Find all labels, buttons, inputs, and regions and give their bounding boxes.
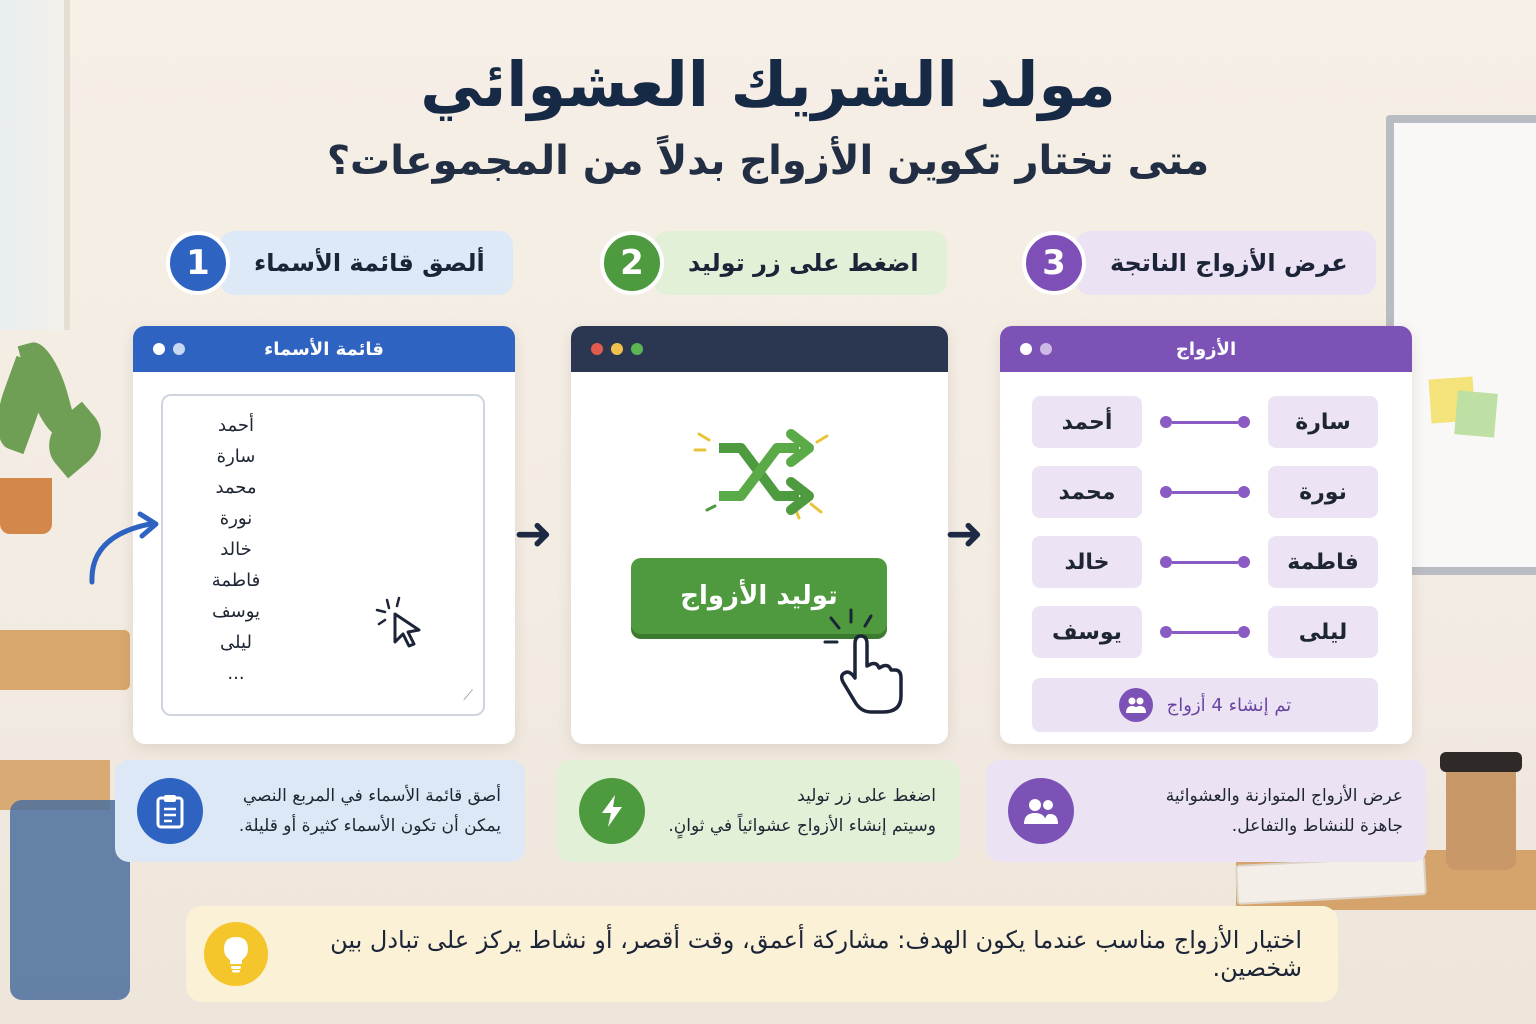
generate-window-titlebar bbox=[571, 326, 948, 372]
generate-window bbox=[571, 326, 948, 744]
names-textarea[interactable] bbox=[161, 394, 485, 716]
background-desk bbox=[0, 630, 130, 690]
users-icon bbox=[1119, 688, 1153, 722]
background-coffee-cup bbox=[1446, 760, 1516, 870]
info-card-line: يمكن أن تكون الأسماء كثيرة أو قليلة. bbox=[238, 816, 501, 836]
step-2 bbox=[600, 230, 947, 296]
info-card-line: اضغط على زر توليد bbox=[797, 786, 936, 806]
step-label: عرض الأزواج الناتجة bbox=[1076, 231, 1376, 295]
names-list bbox=[181, 410, 291, 689]
cursor-arrow-icon bbox=[373, 594, 433, 654]
clipboard-icon bbox=[137, 778, 203, 844]
pair-name-chip: يوسف bbox=[1032, 606, 1142, 658]
step-label: اضغط على زر توليد bbox=[654, 231, 947, 295]
step-number: 2 bbox=[600, 231, 664, 295]
window-close-dot[interactable] bbox=[591, 343, 603, 355]
window-controls bbox=[1020, 343, 1052, 355]
window-dot[interactable] bbox=[173, 343, 185, 355]
window-controls bbox=[591, 343, 643, 355]
info-card-text bbox=[645, 781, 960, 841]
pair-name-chip: ليلى bbox=[1268, 606, 1378, 658]
window-dot[interactable] bbox=[1020, 343, 1032, 355]
window-maximize-dot[interactable] bbox=[631, 343, 643, 355]
pointing-hand-icon bbox=[821, 608, 911, 718]
list-item: سارة bbox=[216, 446, 256, 467]
step-1 bbox=[166, 230, 513, 296]
pair-connector bbox=[1160, 486, 1250, 498]
background-sticky-note bbox=[1454, 390, 1498, 437]
pairs-window-title: الأزواج bbox=[1175, 338, 1237, 360]
pair-connector bbox=[1160, 416, 1250, 428]
info-card-generate bbox=[557, 760, 960, 862]
pairs-window bbox=[1000, 326, 1412, 744]
pairs-window-titlebar bbox=[1000, 326, 1412, 372]
page-title: مولد الشريك العشوائي bbox=[420, 48, 1116, 121]
pair-row bbox=[1032, 606, 1378, 658]
background-plant-pot bbox=[0, 478, 52, 534]
list-item: خالد bbox=[220, 539, 252, 560]
pair-row bbox=[1032, 396, 1378, 448]
users-icon bbox=[1008, 778, 1074, 844]
names-window-title: قائمة الأسماء bbox=[264, 338, 384, 360]
tip-banner bbox=[186, 906, 1338, 1002]
pairs-list bbox=[1032, 396, 1378, 676]
info-card-text bbox=[1074, 781, 1427, 841]
step-number: 3 bbox=[1022, 231, 1086, 295]
info-card-paste bbox=[115, 760, 525, 862]
background-coffee-lid bbox=[1440, 752, 1522, 772]
arrow-right-icon: ➜ bbox=[514, 506, 553, 560]
list-item: فاطمة bbox=[211, 570, 261, 591]
window-controls bbox=[153, 343, 185, 355]
shuffle-icon bbox=[691, 422, 831, 522]
step-label: ألصق قائمة الأسماء bbox=[220, 231, 513, 295]
list-item: أحمد bbox=[218, 415, 254, 436]
pair-name-chip: أحمد bbox=[1032, 396, 1142, 448]
pair-name-chip: سارة bbox=[1268, 396, 1378, 448]
names-window bbox=[133, 326, 515, 744]
pair-connector bbox=[1160, 626, 1250, 638]
info-card-line: أصق قائمة الأسماء في المربع النصي bbox=[242, 786, 501, 806]
pair-connector bbox=[1160, 556, 1250, 568]
pair-row bbox=[1032, 466, 1378, 518]
list-item: نورة bbox=[219, 508, 253, 529]
pair-name-chip: محمد bbox=[1032, 466, 1142, 518]
pair-name-chip: فاطمة bbox=[1268, 536, 1378, 588]
page-subtitle: متى تختار تكوين الأزواج بدلاً من المجموعات؟ bbox=[326, 138, 1210, 184]
arrow-right-icon: ➜ bbox=[945, 506, 984, 560]
resize-handle-icon[interactable]: ⟋ bbox=[463, 688, 473, 704]
generate-pairs-button[interactable]: توليد الأزواج bbox=[631, 558, 887, 634]
list-item: محمد bbox=[215, 477, 257, 498]
info-card-text bbox=[203, 781, 525, 841]
window-dot[interactable] bbox=[1040, 343, 1052, 355]
info-card-line: عرض الأزواج المتوازنة والعشوائية bbox=[1165, 786, 1403, 806]
background-chair bbox=[10, 800, 130, 1000]
window-dot[interactable] bbox=[153, 343, 165, 355]
info-card-line: جاهزة للنشاط والتفاعل. bbox=[1231, 816, 1403, 836]
step-3 bbox=[1022, 230, 1376, 296]
pair-row bbox=[1032, 536, 1378, 588]
tip-text: اختيار الأزواج مناسب عندما يكون الهدف: مشاركة أعمق، وقت أقصر، أو نشاط يركز على تبادل بين شخصين. bbox=[330, 926, 1302, 982]
pairs-summary bbox=[1032, 678, 1378, 732]
lightning-icon bbox=[579, 778, 645, 844]
pair-name-chip: نورة bbox=[1268, 466, 1378, 518]
info-card-results bbox=[986, 760, 1427, 862]
pair-name-chip: خالد bbox=[1032, 536, 1142, 588]
list-item: يوسف bbox=[211, 601, 261, 622]
list-item: ليلى bbox=[220, 632, 252, 653]
step-number: 1 bbox=[166, 231, 230, 295]
window-minimize-dot[interactable] bbox=[611, 343, 623, 355]
curved-arrow-icon bbox=[80, 510, 170, 590]
lightbulb-icon bbox=[204, 922, 268, 986]
list-item: ... bbox=[227, 663, 245, 684]
pairs-summary-text: تم إنشاء 4 أزواج bbox=[1166, 694, 1292, 716]
info-card-line: وسيتم إنشاء الأزواج عشوائياً في ثوانٍ. bbox=[668, 816, 936, 836]
names-window-titlebar bbox=[133, 326, 515, 372]
